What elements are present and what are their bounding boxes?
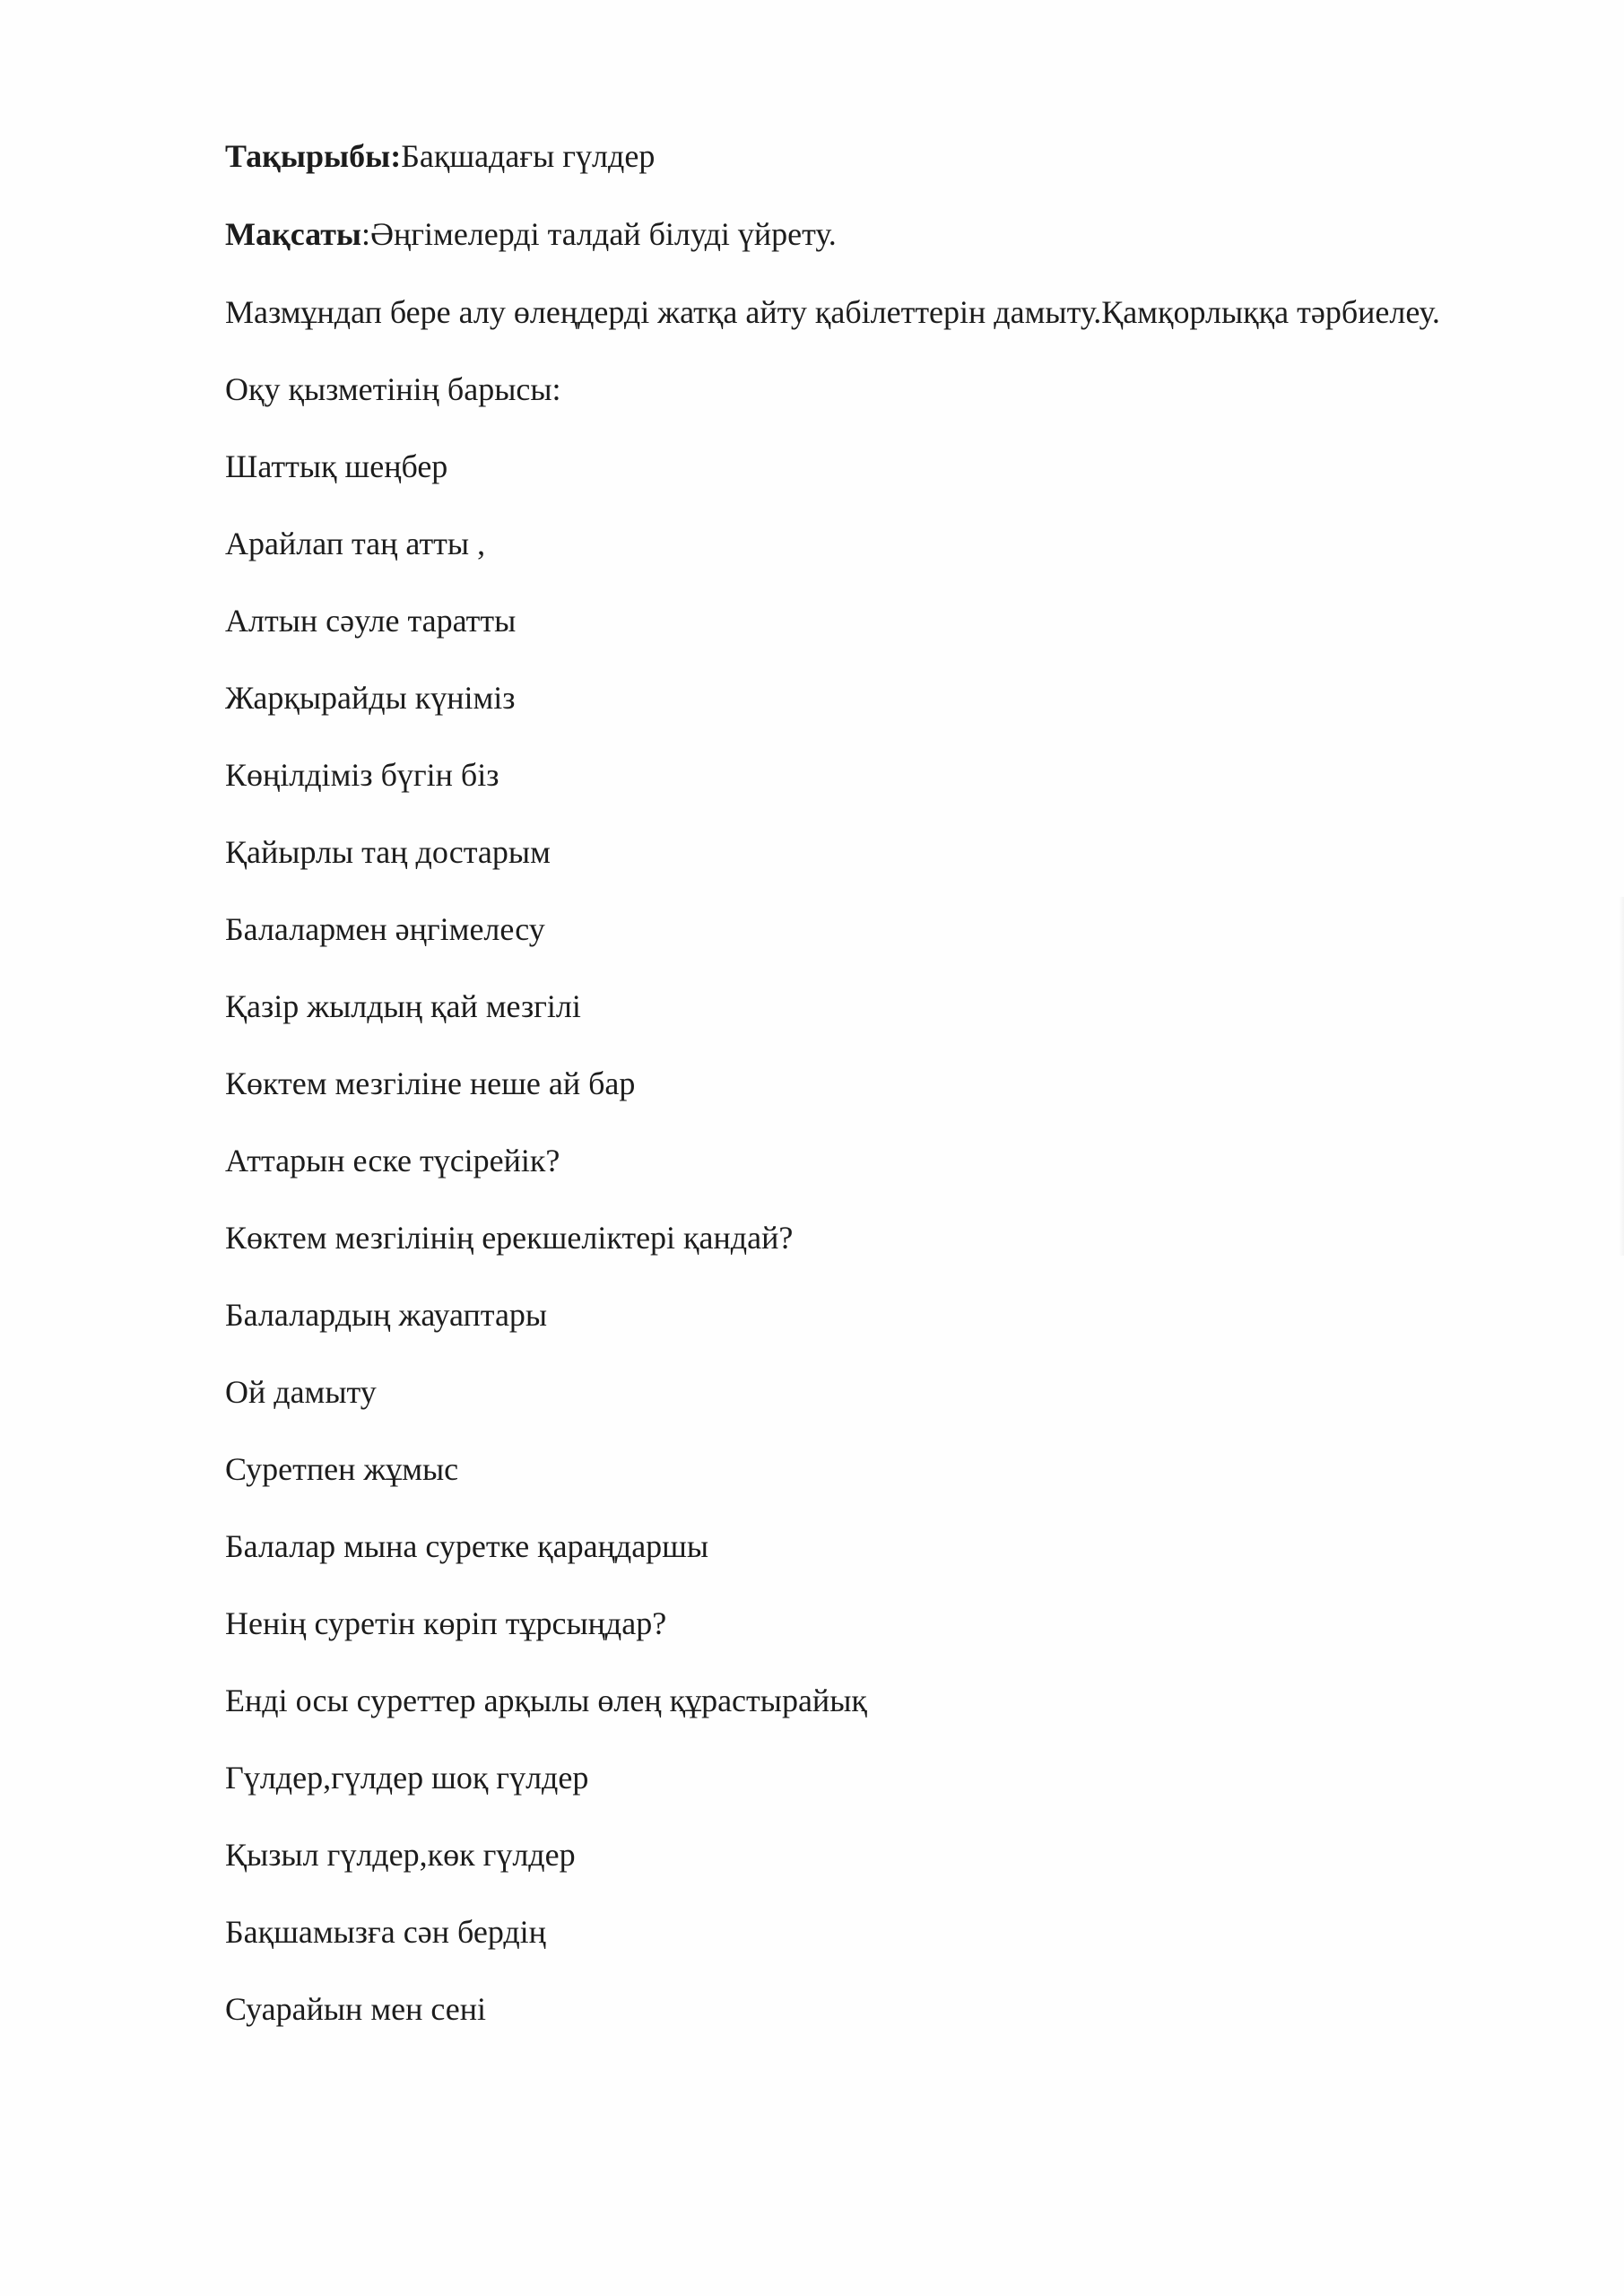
lesson-line: Енді осы суреттер арқылы өлең құрастырайық	[225, 1683, 867, 1718]
lesson-line: Ненің суретін көріп тұрсыңдар?	[225, 1605, 667, 1641]
lesson-line: Суарайын мен сені	[225, 1991, 487, 2027]
lesson-line: Балалардың жауаптары	[225, 1297, 548, 1333]
lesson-line: Алтын сәуле таратты	[225, 603, 517, 639]
goal-text: :Әңгімелерді талдай білуді үйрету.	[361, 216, 837, 252]
lesson-line: Ой дамыту	[225, 1374, 377, 1410]
lesson-line: Көктем мезгілінің ерекшеліктері қандай?	[225, 1220, 794, 1256]
lesson-line: Жарқырайды күніміз	[225, 680, 516, 716]
topic-line	[225, 131, 1516, 181]
lesson-line: Қызыл гүлдер,көк гүлдер	[225, 1837, 576, 1873]
goal-line	[225, 209, 1516, 259]
lesson-line: Көңілдіміз бүгін біз	[225, 757, 499, 793]
lesson-lines	[225, 364, 1516, 2034]
document-body	[225, 131, 1516, 2034]
lesson-line: Суретпен жұмыс	[225, 1451, 459, 1487]
lesson-line: Балалар мына суретке қараңдаршы	[225, 1528, 709, 1564]
lesson-line: Қазір жылдың қай мезгілі	[225, 988, 581, 1024]
topic-text: Бақшадағы гүлдер	[401, 138, 656, 174]
goal-continuation: Мазмұндап бере алу өлеңдерді жатқа айту қабілеттерін дамыту.Қамқорлыққа тәрбиелеу.	[225, 294, 1440, 330]
goal-label: Мақсаты	[225, 216, 361, 252]
scan-shadow	[1619, 897, 1624, 1256]
lesson-line: Арайлап таң атты ,	[225, 526, 486, 561]
topic-label: Тақырыбы:	[225, 138, 402, 174]
lesson-line: Гүлдер,гүлдер шоқ гүлдер	[225, 1760, 589, 1796]
lesson-line: Көктем мезгіліне неше ай бар	[225, 1065, 636, 1101]
lesson-line: Бақшамызға сән бердің	[225, 1914, 546, 1950]
lesson-line: Оқу қызметінің барысы:	[225, 371, 561, 407]
lesson-line: Аттарын еске түсірейік?	[225, 1143, 560, 1178]
lesson-line: Балалармен әңгімелесу	[225, 911, 545, 947]
lesson-line: Шаттық шеңбер	[225, 448, 448, 484]
lesson-line: Қайырлы таң достарым	[225, 834, 551, 870]
